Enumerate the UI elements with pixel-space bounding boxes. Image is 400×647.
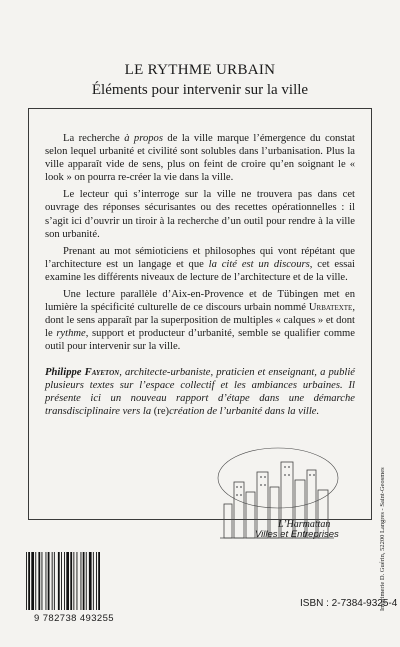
author-name bbox=[45, 367, 119, 378]
printer-credit: Imprimerie D. Guérin, 52200 Langres - Saint-Geosmes bbox=[379, 467, 386, 611]
italic-span: à propos bbox=[124, 133, 163, 144]
text-span: de la ville marque l’émergence du constat selon lequel urbanité et civilité sont solubles dans l’urbanisation. Plus la ville apparaît vide de sens, plus on feint de croire qu’en soignant le « look » on pourra re-créer la vie dans la ville. bbox=[45, 133, 355, 184]
blurb-paragraph-4 bbox=[45, 288, 355, 353]
publisher-name: L’Harmattan bbox=[278, 519, 331, 530]
italic-span: la cité est un discours bbox=[208, 258, 310, 270]
text-span: Prenant au mot sémioticiens et philosophes qui vont répétant que l’architecture est un langage et que bbox=[45, 245, 355, 270]
text-span: , dont le sens apparaît par la superposition de multiples « calques » et dont le bbox=[45, 302, 355, 340]
blurb bbox=[45, 132, 355, 358]
barcode-number: 9 782738 493255 bbox=[22, 613, 126, 624]
text-span: , support et producteur d’urbanité, semble se qualifier comme outil pour intervenir sur la ville. bbox=[45, 328, 356, 353]
italic-span: rythme bbox=[56, 328, 86, 340]
book-subtitle: Éléments pour intervenir sur la ville bbox=[91, 82, 309, 98]
text-span: , architecte-urbaniste, praticien et enseignant, a publié plusieurs textes sur l’espace collectif et les ambiances urbaines. Il présente ici un nouveau rapport d’étape dans une démarche transdisciplinaire vers la bbox=[45, 367, 355, 418]
blurb-paragraph-1 bbox=[45, 132, 355, 184]
text-span: , cet essai examine les différents niveaux de lecture de l’architecture et de la ville. bbox=[45, 258, 356, 283]
text-span: (re) bbox=[153, 406, 170, 418]
author-surname: Fayeton bbox=[84, 367, 120, 378]
blurb-paragraph-2: Le lecteur qui s’interroge sur la ville ne trouvera pas dans cet ouvrage des réponses sécurisantes ou des recettes opérationnelles : il s’agit ici d’ouvrir un tiroir à la recherche d’un outil pour rendre à la ville son urbanité. bbox=[45, 189, 355, 240]
author-bio bbox=[45, 366, 355, 418]
book-title: LE RYTHME URBAIN bbox=[124, 62, 276, 78]
text-span: La recherche bbox=[63, 133, 125, 144]
author-firstname: Philippe bbox=[45, 367, 85, 378]
collection-name: Villes et Entreprises bbox=[255, 529, 339, 540]
isbn: ISBN : 2-7384-9325-4 bbox=[300, 598, 398, 609]
blurb-paragraph-3 bbox=[45, 245, 355, 284]
text-span: création de l’urbanité dans la ville. bbox=[169, 406, 320, 418]
text-span: Une lecture parallèle d’Aix-en-Provence et de Tübingen met en lumière la spécificité culturelle de ce discours urbain nommé bbox=[45, 289, 355, 314]
smallcaps-span: Urbatexte bbox=[308, 302, 353, 314]
